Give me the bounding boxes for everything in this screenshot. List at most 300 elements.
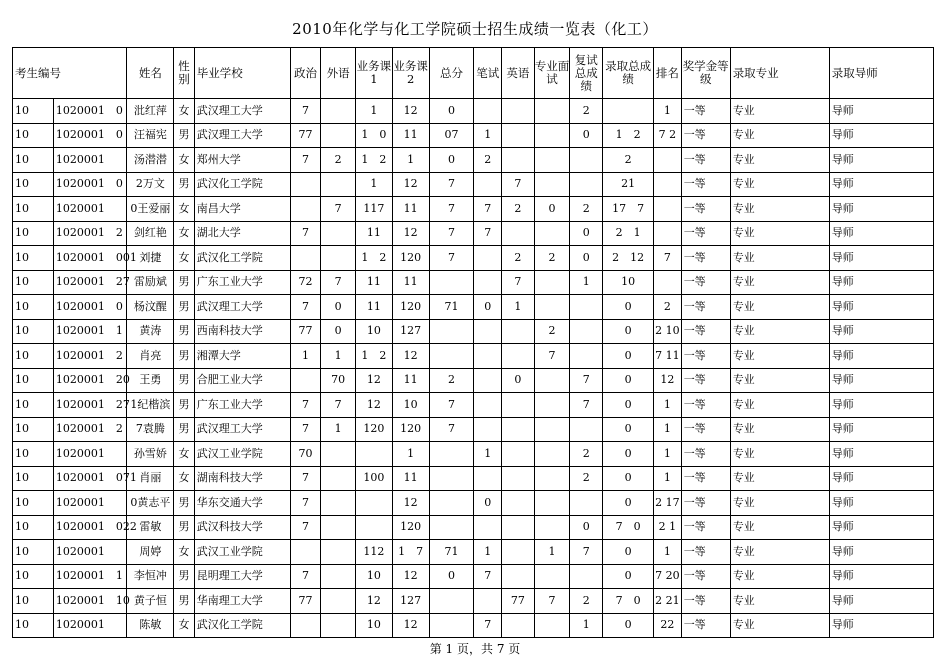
cell-id-prefix: 10 [13,491,54,516]
table-row [13,221,934,246]
cell-scholarship: 一等 [681,172,730,197]
cell-rank: 1 [654,393,682,418]
cell-gender: 男 [174,368,194,393]
cell-major: 专业 [730,123,829,148]
cell-written [474,270,502,295]
cell-english [502,344,535,369]
cell-course2: 11 [392,466,429,491]
cell-advisor: 导师 [829,148,933,173]
cell-politics: 77 [290,589,321,614]
cell-name: 0王爱丽 [127,197,174,222]
cell-course1 [356,515,393,540]
cell-total: 7 [429,197,474,222]
cell-written [474,417,502,442]
cell-school: 武汉理工大学 [194,123,290,148]
cell-gender: 女 [174,613,194,638]
cell-name: 0黄志平 [127,491,174,516]
cell-politics: 7 [290,221,321,246]
header-advisor: 录取导师 [829,48,933,99]
cell-foreign-language [321,540,356,565]
cell-name: 沘红萍 [127,99,174,124]
cell-admission-total: 0 [603,540,654,565]
cell-politics [290,368,321,393]
cell-name: 陈敏 [127,613,174,638]
cell-foreign-language [321,491,356,516]
cell-rank [654,197,682,222]
cell-major: 专业 [730,221,829,246]
cell-school: 华东交通大学 [194,491,290,516]
cell-id-prefix: 10 [13,442,54,467]
cell-scholarship: 一等 [681,246,730,271]
cell-retest-total: 2 [570,99,603,124]
cell-gender: 男 [174,564,194,589]
cell-rank: 2 21 [654,589,682,614]
cell-interview: 7 [534,344,570,369]
cell-advisor: 导师 [829,540,933,565]
cell-scholarship: 一等 [681,270,730,295]
cell-foreign-language [321,221,356,246]
cell-retest-total [570,319,603,344]
cell-admission-total: 0 [603,319,654,344]
cell-retest-total [570,344,603,369]
cell-gender: 男 [174,393,194,418]
cell-scholarship: 一等 [681,319,730,344]
cell-course2: 1 [392,148,429,173]
cell-advisor: 导师 [829,246,933,271]
cell-total: 7 [429,172,474,197]
cell-name: 周婷 [127,540,174,565]
cell-advisor: 导师 [829,344,933,369]
cell-name: 刘捷 [127,246,174,271]
cell-school: 广东工业大学 [194,270,290,295]
cell-name: 黄涛 [127,319,174,344]
cell-politics: 70 [290,442,321,467]
cell-id: 1020001 [53,540,127,565]
cell-retest-total: 0 [570,246,603,271]
cell-retest-total [570,417,603,442]
cell-admission-total: 2 [603,148,654,173]
cell-scholarship: 一等 [681,197,730,222]
header-foreign-language: 外语 [321,48,356,99]
cell-rank: 2 [654,295,682,320]
header-written: 笔试 [474,48,502,99]
cell-written: 7 [474,221,502,246]
header-course2: 业务课2 [392,48,429,99]
cell-total: 7 [429,417,474,442]
cell-interview: 2 [534,246,570,271]
cell-gender: 女 [174,148,194,173]
cell-advisor: 导师 [829,393,933,418]
cell-scholarship: 一等 [681,564,730,589]
cell-id-prefix: 10 [13,417,54,442]
cell-english: 2 [502,197,535,222]
cell-rank: 2 10 [654,319,682,344]
cell-id: 1020001 0 [53,295,127,320]
cell-politics: 7 [290,491,321,516]
cell-course1: 112 [356,540,393,565]
cell-course1: 11 [356,221,393,246]
cell-course1: 11 [356,295,393,320]
cell-english: 7 [502,172,535,197]
cell-english [502,221,535,246]
cell-foreign-language [321,564,356,589]
cell-interview [534,442,570,467]
cell-course2: 11 [392,270,429,295]
cell-course2: 12 [392,613,429,638]
cell-retest-total: 2 [570,197,603,222]
cell-total: 07 [429,123,474,148]
cell-id: 1020001 27 [53,393,127,418]
cell-foreign-language [321,515,356,540]
cell-admission-total: 0 [603,466,654,491]
cell-advisor: 导师 [829,221,933,246]
cell-retest-total: 0 [570,123,603,148]
cell-total: 71 [429,540,474,565]
cell-advisor: 导师 [829,319,933,344]
cell-foreign-language [321,466,356,491]
cell-interview [534,99,570,124]
table-row [13,246,934,271]
cell-english: 0 [502,368,535,393]
cell-course1: 1 [356,99,393,124]
cell-school: 武汉理工大学 [194,295,290,320]
cell-retest-total [570,172,603,197]
cell-id: 1020001 001 [53,246,127,271]
cell-id-prefix: 10 [13,564,54,589]
cell-english [502,564,535,589]
cell-course2: 12 [392,491,429,516]
cell-written: 7 [474,613,502,638]
cell-name: 李恒冲 [127,564,174,589]
cell-course1: 100 [356,466,393,491]
cell-politics: 7 [290,99,321,124]
table-row [13,515,934,540]
cell-gender: 女 [174,246,194,271]
cell-id: 1020001 [53,491,127,516]
cell-total [429,319,474,344]
cell-admission-total: 7 0 [603,515,654,540]
cell-major: 专业 [730,295,829,320]
cell-major: 专业 [730,99,829,124]
cell-advisor: 导师 [829,589,933,614]
cell-id: 1020001 1 [53,319,127,344]
cell-rank: 12 [654,368,682,393]
cell-gender: 男 [174,123,194,148]
cell-rank: 1 [654,442,682,467]
cell-retest-total [570,491,603,516]
cell-retest-total: 7 [570,540,603,565]
cell-rank: 1 [654,417,682,442]
cell-course2: 120 [392,295,429,320]
cell-foreign-language [321,246,356,271]
cell-name: 黄子恒 [127,589,174,614]
cell-name: 汤潜潜 [127,148,174,173]
cell-major: 专业 [730,172,829,197]
header-major: 录取专业 [730,48,829,99]
cell-id: 1020001 [53,197,127,222]
cell-gender: 女 [174,99,194,124]
cell-gender: 女 [174,540,194,565]
cell-total: 0 [429,148,474,173]
cell-course1: 10 [356,319,393,344]
header-school: 毕业学校 [194,48,290,99]
cell-written: 1 [474,442,502,467]
cell-foreign-language: 7 [321,270,356,295]
cell-foreign-language [321,442,356,467]
table-row [13,319,934,344]
cell-id-prefix: 10 [13,172,54,197]
cell-gender: 女 [174,442,194,467]
cell-school: 南昌大学 [194,197,290,222]
cell-rank: 7 11 [654,344,682,369]
cell-gender: 男 [174,270,194,295]
cell-total [429,344,474,369]
cell-written [474,393,502,418]
cell-admission-total: 10 [603,270,654,295]
cell-major: 专业 [730,540,829,565]
cell-admission-total: 0 [603,564,654,589]
cell-scholarship: 一等 [681,148,730,173]
header-rank: 排名 [654,48,682,99]
cell-admission-total: 0 [603,613,654,638]
header-scholarship: 奖学金等级 [681,48,730,99]
cell-english [502,540,535,565]
cell-school: 武汉化工学院 [194,172,290,197]
table-row [13,148,934,173]
cell-course1: 10 [356,564,393,589]
cell-id-prefix: 10 [13,123,54,148]
cell-written [474,368,502,393]
cell-rank [654,221,682,246]
cell-course2: 120 [392,515,429,540]
cell-english [502,466,535,491]
cell-id-prefix: 10 [13,295,54,320]
cell-scholarship: 一等 [681,99,730,124]
cell-rank [654,172,682,197]
header-interview: 专业面试 [534,48,570,99]
cell-gender: 女 [174,466,194,491]
cell-course1 [356,491,393,516]
cell-major: 专业 [730,417,829,442]
cell-foreign-language: 7 [321,393,356,418]
cell-interview: 2 [534,319,570,344]
cell-admission-total: 0 [603,295,654,320]
cell-interview [534,393,570,418]
cell-interview: 0 [534,197,570,222]
cell-rank: 1 [654,540,682,565]
cell-id: 1020001 0 [53,172,127,197]
table-row [13,99,934,124]
cell-written: 7 [474,197,502,222]
cell-interview [534,368,570,393]
cell-school: 广东工业大学 [194,393,290,418]
cell-course2: 12 [392,172,429,197]
cell-advisor: 导师 [829,99,933,124]
cell-name: 肖丽 [127,466,174,491]
cell-gender: 男 [174,491,194,516]
cell-major: 专业 [730,393,829,418]
cell-course2: 10 [392,393,429,418]
table-row [13,589,934,614]
table-row [13,270,934,295]
cell-course1: 1 2 [356,148,393,173]
cell-gender: 男 [174,344,194,369]
cell-interview [534,221,570,246]
cell-name: 杨汶醒 [127,295,174,320]
cell-interview [534,295,570,320]
header-name: 姓名 [127,48,174,99]
cell-english [502,393,535,418]
cell-written: 0 [474,491,502,516]
cell-admission-total: 0 [603,344,654,369]
table-row [13,393,934,418]
cell-advisor: 导师 [829,564,933,589]
cell-rank: 7 20 [654,564,682,589]
cell-interview [534,417,570,442]
cell-major: 专业 [730,368,829,393]
table-row [13,295,934,320]
cell-total: 71 [429,295,474,320]
cell-foreign-language: 0 [321,295,356,320]
cell-id: 1020001 071 [53,466,127,491]
cell-course1: 11 [356,270,393,295]
cell-scholarship: 一等 [681,295,730,320]
cell-english: 2 [502,246,535,271]
cell-id-prefix: 10 [13,589,54,614]
cell-id: 1020001 0 [53,123,127,148]
table-row [13,564,934,589]
cell-id-prefix: 10 [13,613,54,638]
cell-retest-total [570,564,603,589]
cell-id-prefix: 10 [13,246,54,271]
cell-course1 [356,442,393,467]
cell-retest-total: 0 [570,221,603,246]
cell-advisor: 导师 [829,515,933,540]
cell-name: 王勇 [127,368,174,393]
cell-politics: 77 [290,319,321,344]
cell-major: 专业 [730,564,829,589]
cell-gender: 男 [174,589,194,614]
cell-major: 专业 [730,246,829,271]
cell-school: 武汉工业学院 [194,540,290,565]
cell-course1: 12 [356,393,393,418]
cell-rank: 22 [654,613,682,638]
cell-advisor: 导师 [829,442,933,467]
cell-written [474,246,502,271]
cell-retest-total: 1 [570,613,603,638]
header-gender: 性别 [174,48,194,99]
cell-retest-total: 2 [570,442,603,467]
cell-id: 1020001 2 [53,221,127,246]
cell-english [502,99,535,124]
cell-advisor: 导师 [829,295,933,320]
cell-foreign-language [321,123,356,148]
cell-english [502,515,535,540]
cell-admission-total: 2 12 [603,246,654,271]
cell-id-prefix: 10 [13,221,54,246]
cell-politics: 7 [290,564,321,589]
cell-written [474,172,502,197]
cell-total [429,515,474,540]
cell-politics: 7 [290,393,321,418]
cell-advisor: 导师 [829,613,933,638]
cell-interview [534,564,570,589]
table-row [13,613,934,638]
cell-id-prefix: 10 [13,344,54,369]
cell-foreign-language [321,613,356,638]
cell-admission-total: 1 2 [603,123,654,148]
cell-course2: 12 [392,344,429,369]
cell-scholarship: 一等 [681,417,730,442]
table-row [13,540,934,565]
cell-school: 湖南科技大学 [194,466,290,491]
page-footer: 第 1 页，共 7 页 [429,642,521,656]
cell-foreign-language [321,172,356,197]
cell-politics: 7 [290,417,321,442]
cell-admission-total: 2 1 [603,221,654,246]
table-row [13,442,934,467]
cell-id: 1020001 022 [53,515,127,540]
cell-id: 1020001 2 [53,344,127,369]
cell-scholarship: 一等 [681,613,730,638]
cell-written [474,319,502,344]
cell-gender: 女 [174,221,194,246]
table-row [13,417,934,442]
cell-interview [534,466,570,491]
cell-course2: 1 [392,442,429,467]
cell-school: 武汉化工学院 [194,246,290,271]
cell-name: 7袁腾 [127,417,174,442]
cell-course2: 127 [392,589,429,614]
cell-scholarship: 一等 [681,123,730,148]
cell-course2: 12 [392,221,429,246]
cell-scholarship: 一等 [681,466,730,491]
cell-english [502,442,535,467]
cell-major: 专业 [730,197,829,222]
cell-rank: 7 [654,246,682,271]
cell-advisor: 导师 [829,270,933,295]
cell-id: 1020001 20 [53,368,127,393]
cell-retest-total [570,148,603,173]
cell-advisor: 导师 [829,172,933,197]
cell-admission-total: 0 [603,417,654,442]
cell-name: 雷励斌 [127,270,174,295]
cell-retest-total: 7 [570,393,603,418]
cell-id: 1020001 10 [53,589,127,614]
cell-written [474,344,502,369]
cell-course2: 127 [392,319,429,344]
header-admission-total: 录取总成绩 [603,48,654,99]
cell-english: 7 [502,270,535,295]
cell-school: 武汉科技大学 [194,515,290,540]
cell-interview [534,613,570,638]
cell-interview: 7 [534,589,570,614]
table-row [13,197,934,222]
cell-politics [290,246,321,271]
cell-politics [290,540,321,565]
cell-politics: 77 [290,123,321,148]
cell-english [502,319,535,344]
cell-total [429,466,474,491]
cell-foreign-language: 1 [321,417,356,442]
cell-politics: 72 [290,270,321,295]
cell-id: 1020001 [53,442,127,467]
table-row [13,172,934,197]
score-table [12,47,934,638]
cell-interview [534,148,570,173]
header-english: 英语 [502,48,535,99]
cell-major: 专业 [730,466,829,491]
